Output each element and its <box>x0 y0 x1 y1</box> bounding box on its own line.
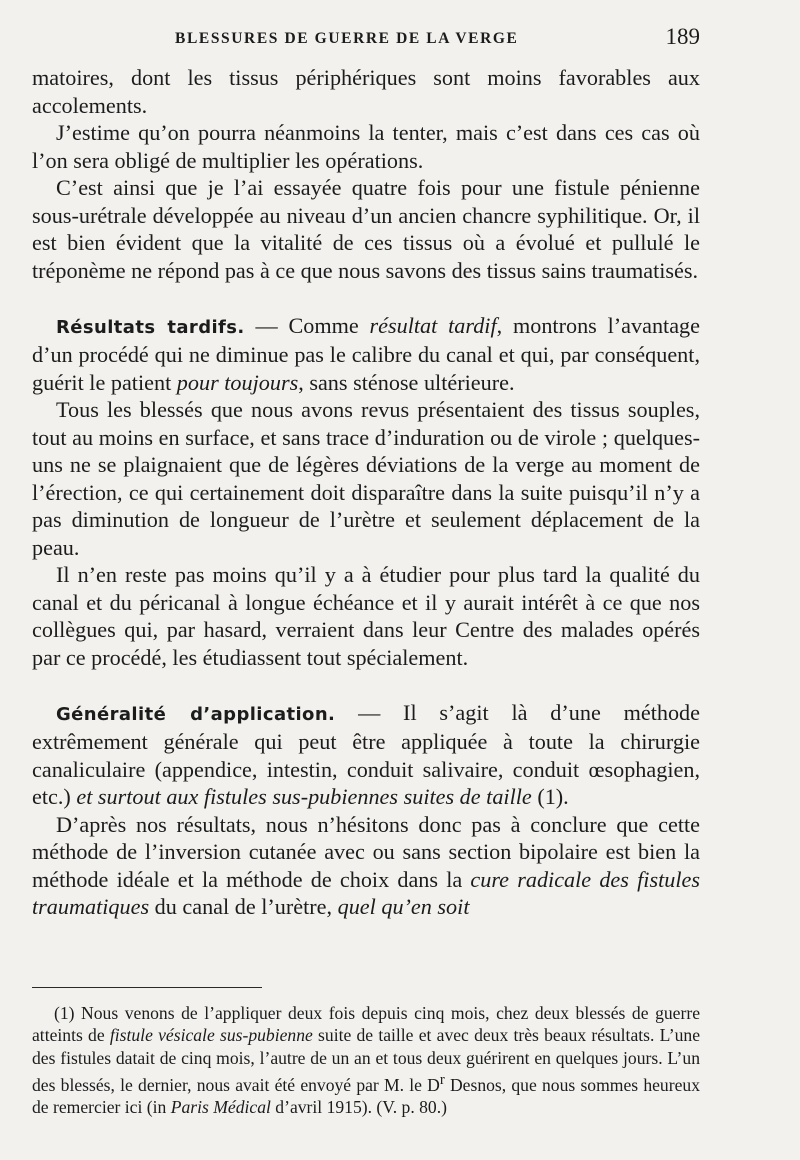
page-number: 189 <box>665 24 700 49</box>
footnote <box>32 1002 700 1118</box>
paragraph: C’est ainsi que je l’ai essayée quatre fois pour une fistule pénienne sous-urétrale développée au niveau d’un ancien chancre syphilitique. Or, il est bien évident que la vitalité de ces tissus où a évolué et pullulé le tréponème ne répond pas à ce que nous savons des tissus sains traumatisés. <box>32 175 700 283</box>
paragraph: J’estime qu’on pourra néanmoins la tenter, mais c’est dans ces cas où l’on sera obligé de multiplier les opérations. <box>32 120 700 173</box>
italic-run: résultat tardif <box>369 312 497 338</box>
italic-run: fistule vésicale sus-pubienne <box>109 1025 313 1046</box>
text-run: suite de taille et avec deux très beaux résultats. L’une des fistules datait de cinq mois, l’autre de un an et tous deux guérirent en quelques jours. L’un des blessés, le dernier, nous avait été envoyé par M. le D <box>32 1025 700 1095</box>
italic-run: pour toujours <box>176 369 299 395</box>
text-run: Desnos, que nous sommes heureux de remercier ici (in <box>32 1074 700 1118</box>
text-run: , montrons l’avantage d’un procédé qui ne diminue pas le calibre du canal et qui, par conséquent, guérit le patient <box>32 312 700 395</box>
text-run: (1). <box>531 784 569 809</box>
superscript: r <box>439 1071 445 1088</box>
paragraph: Il n’en reste pas moins qu’il y a à étudier pour plus tard la qualité du canal et du péricanal à longue échéance et il y aurait intérêt à ce que nos collègues qui, par hasard, verraient dans leur Centre des malades opérés par ce procédé, les étudiassent tout spécialement. <box>32 562 700 670</box>
paragraph-continued: matoires, dont les tissus périphériques sont moins favorables aux accolements. <box>32 65 700 118</box>
italic-run: cure radicale des fistules traumatiques <box>32 866 700 919</box>
paragraph-conclusion <box>32 811 700 921</box>
italic-run: et surtout aux fistules sus-pubiennes suites de taille <box>76 784 532 809</box>
running-title: BLESSURES DE GUERRE DE LA VERGE <box>175 30 519 47</box>
paragraph: Tous les blessés que nous avons revus présentaient des tissus souples, tout au moins en surface, et sans trace d’induration ou de virole ; quelques-uns ne se plaignaient que de légères déviations de la verge au moment de l’érection, ce qui certainement doit disparaître dans la suite puisqu’il n’y a pas diminution de longueur de l’urètre et seulement déplacement de la peau. <box>32 397 700 560</box>
paragraph-generality <box>32 699 700 811</box>
text-run: (1) Nous venons de l’appliquer deux fois depuis cinq mois, chez deux blessés de guerre atteints de <box>32 1003 700 1046</box>
running-head <box>0 22 800 62</box>
italic-run: Paris Médical <box>170 1097 271 1118</box>
section-heading-generality: Généralité d’application. <box>56 703 336 725</box>
body-text <box>32 64 700 921</box>
section-heading-results: Résultats tardifs. <box>56 316 245 338</box>
text-run: — Il s’agit là d’une méthode extrêmement générale qui peut être appliquée à toute la chirurgie canaliculaire (appendice, intestin, conduit salivaire, conduit œsophagien, etc.) <box>32 699 700 809</box>
text-run: D’après nos résultats, nous n’hésitons donc pas à conclure que cette méthode de l’inversion cutanée avec ou sans section bipolaire est bien la méthode idéale et la méthode de choix dans la <box>32 811 700 892</box>
text-run: d’avril 1915). (V. p. 80.) <box>270 1097 447 1118</box>
text-run: , sans sténose ultérieure. <box>298 369 515 395</box>
italic-run: quel qu’en soit <box>337 894 470 919</box>
text-run: du canal de l’urètre, <box>149 894 338 919</box>
text-run: — Comme <box>244 312 370 338</box>
paragraph-results <box>32 312 700 397</box>
footnote-rule <box>32 987 262 988</box>
